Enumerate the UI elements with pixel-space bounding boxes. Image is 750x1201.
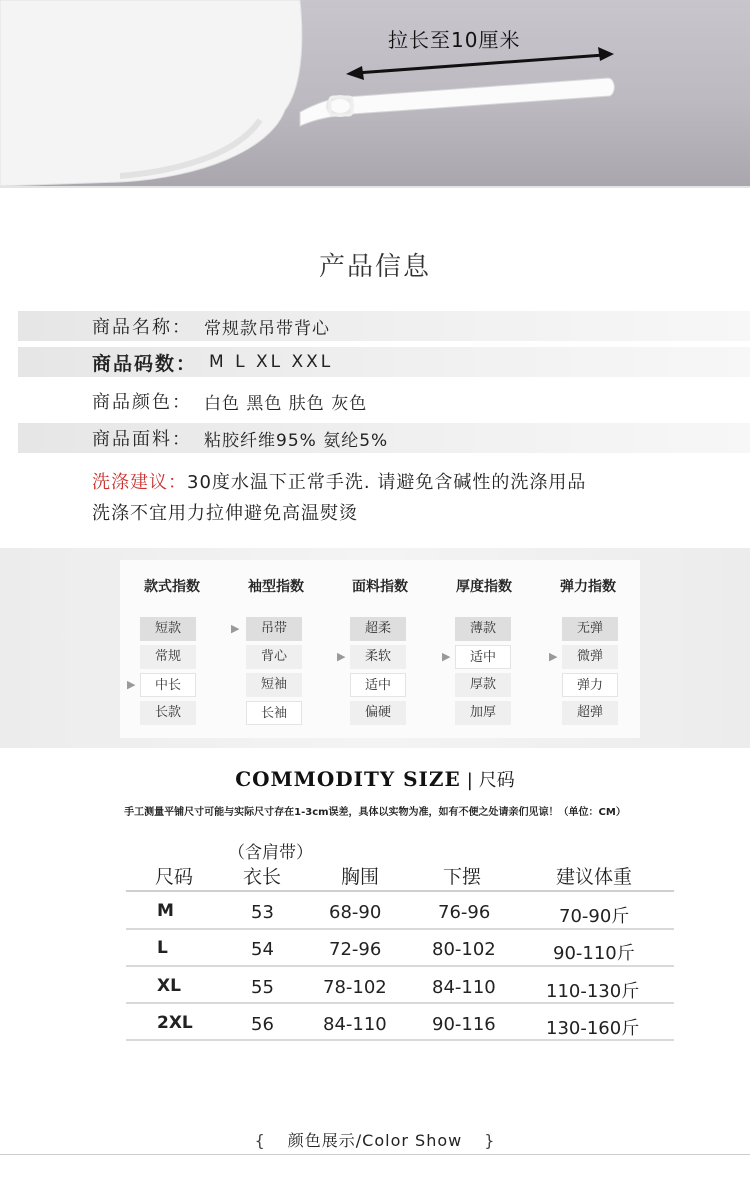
index-column-title: 面料指数 [352, 579, 408, 595]
table-cell-chest: 84-110 [323, 1014, 387, 1035]
table-header-chest: 胸围 [341, 866, 380, 888]
index-option: 厚款 [455, 673, 511, 697]
brace-close: } [484, 1131, 496, 1150]
index-option: 背心 [246, 645, 302, 669]
table-cell-weight: 90-110斤 [553, 943, 635, 964]
table-divider [126, 890, 674, 892]
wash-advice-line-2: 洗涤不宜用力拉伸避免高温熨烫 [92, 503, 358, 524]
table-cell-chest: 78-102 [323, 977, 387, 998]
index-option: 短袖 [246, 673, 302, 697]
info-label: 商品面料： [92, 429, 192, 450]
table-cell-hem: 80-102 [432, 939, 496, 960]
brace-open: { [254, 1131, 266, 1150]
index-option: 加厚 [455, 701, 511, 725]
garment-strap-illustration [0, 0, 750, 186]
table-cell-chest: 72-96 [329, 939, 382, 960]
wash-advice-line-1 [92, 468, 586, 494]
index-option-selected: 柔软 [350, 645, 406, 669]
footer-divider [0, 1154, 750, 1155]
index-option-selected: 吊带 [246, 617, 302, 641]
product-info-title: 产品信息 [318, 252, 431, 282]
hero-divider [0, 186, 750, 188]
table-cell-hem: 90-116 [432, 1014, 496, 1035]
index-option: 长款 [140, 701, 196, 725]
index-option: 超柔 [350, 617, 406, 641]
table-cell-length: 54 [251, 939, 274, 960]
index-option-selected: 中长 [140, 673, 196, 697]
table-cell-hem: 84-110 [432, 977, 496, 998]
size-heading-english: COMMODITY SIZE [235, 767, 461, 791]
index-option: 适中 [350, 673, 406, 697]
table-cell-weight: 70-90斤 [559, 906, 630, 927]
table-cell-weight: 110-130斤 [546, 981, 640, 1002]
info-row-fabric [18, 423, 750, 453]
table-cell-size: XL [157, 976, 181, 996]
info-value: M L XL XXL [209, 352, 334, 372]
table-cell-chest: 68-90 [329, 902, 382, 923]
hero-photo [0, 0, 750, 186]
size-heading-separator: | [466, 770, 473, 791]
shoulder-strap-note: （含肩带） [228, 843, 313, 863]
info-row-size [18, 347, 750, 377]
table-cell-hem: 76-96 [438, 902, 491, 923]
color-show-label: 颜色展示/Color Show [287, 1131, 463, 1150]
index-option-selected: 微弹 [562, 645, 618, 669]
index-option: 偏硬 [350, 701, 406, 725]
table-header-size: 尺码 [155, 866, 194, 888]
info-label: 商品颜色： [92, 392, 192, 413]
table-cell-length: 56 [251, 1014, 274, 1035]
stretch-caption: 拉长至10厘米 [388, 28, 521, 52]
table-divider [126, 1002, 674, 1004]
table-cell-weight: 130-160斤 [546, 1018, 640, 1039]
table-cell-length: 53 [251, 902, 274, 923]
index-option: 超弹 [562, 701, 618, 725]
info-label: 商品码数： [92, 352, 198, 375]
selected-arrow-icon: ▶ [127, 678, 136, 691]
index-column-title: 弹力指数 [560, 579, 616, 595]
info-value: 白色 黑色 肤色 灰色 [204, 393, 368, 414]
size-chart-note: 手工测量平铺尺寸可能与实际尺寸存在1-3cm误差，具体以实物为准，如有不便之处请亲们见谅！（单位：CM） [124, 807, 626, 818]
info-value: 常规款吊带背心 [204, 318, 330, 339]
index-column-title: 款式指数 [144, 579, 200, 595]
selected-arrow-icon: ▶ [231, 622, 240, 635]
index-column-title: 厚度指数 [456, 579, 512, 595]
table-divider [126, 928, 674, 930]
table-cell-size: L [157, 938, 168, 958]
wash-advice-label: 洗涤建议： [92, 472, 187, 493]
table-divider [126, 1039, 674, 1041]
index-column-title: 袖型指数 [248, 579, 304, 595]
index-option: 短款 [140, 617, 196, 641]
index-panel-inner [120, 560, 640, 738]
table-divider [126, 965, 674, 967]
color-show-heading [0, 1128, 750, 1151]
info-row-name [18, 311, 750, 341]
index-option: 弹力 [562, 673, 618, 697]
table-cell-size: M [157, 901, 174, 921]
info-value: 粘胶纤维95% 氨纶5% [204, 430, 389, 451]
size-heading-chinese: 尺码 [478, 770, 515, 791]
selected-arrow-icon: ▶ [549, 650, 558, 663]
table-header-length: 衣长 [243, 866, 282, 888]
selected-arrow-icon: ▶ [337, 650, 346, 663]
size-chart-heading [0, 766, 750, 792]
table-cell-length: 55 [251, 977, 274, 998]
table-header-hem: 下摆 [443, 866, 482, 888]
index-option: 无弹 [562, 617, 618, 641]
index-option: 薄款 [455, 617, 511, 641]
index-option: 常规 [140, 645, 196, 669]
index-option: 长袖 [246, 701, 302, 725]
table-header-weight: 建议体重 [556, 866, 633, 888]
index-option-selected: 适中 [455, 645, 511, 669]
wash-advice-text: 30度水温下正常手洗. 请避免含碱性的洗涤用品 [187, 472, 587, 493]
table-cell-size: 2XL [157, 1013, 193, 1033]
index-panel [0, 548, 750, 748]
selected-arrow-icon: ▶ [442, 650, 451, 663]
info-label: 商品名称： [92, 317, 192, 338]
info-row-color [18, 386, 750, 416]
